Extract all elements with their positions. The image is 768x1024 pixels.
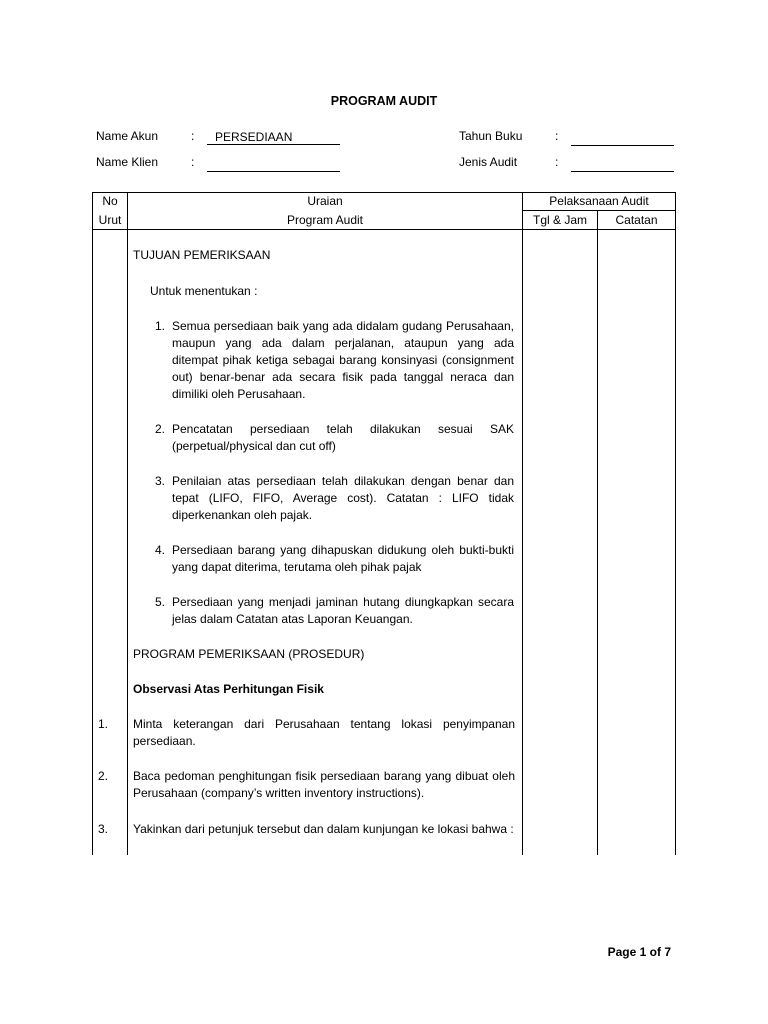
- table-left-border: [92, 192, 93, 855]
- name-klien-value: [207, 157, 215, 171]
- col-program-audit-header: Program Audit: [286, 213, 364, 227]
- objective-number: 5.: [155, 595, 166, 609]
- header-bottom-border: [92, 229, 676, 230]
- objective-text: Persediaan barang yang dihapuskan didukung oleh bukti-bukti yang dapat diterima, terutama oleh pihak pajak: [172, 543, 514, 574]
- tahun-buku-colon: :: [555, 129, 559, 143]
- pelaksanaan-divider: [522, 210, 676, 211]
- procedure-text: Baca pedoman penghitungan fisik persediaan barang yang dibuat oleh Perusahaan (company’s written inventory instructions).: [133, 769, 515, 800]
- no-col-divider: [127, 192, 128, 855]
- col-uraian-header: Uraian: [307, 194, 343, 208]
- procedure-number: 3.: [98, 822, 109, 836]
- of-label: of: [649, 945, 661, 959]
- objective-number: 2.: [155, 422, 166, 436]
- procedure-number: 1.: [98, 717, 109, 731]
- procedure-number: 2.: [98, 769, 109, 783]
- table-top-border: [92, 192, 676, 193]
- col-urut-header: Urut: [98, 213, 122, 227]
- uraian-col-divider: [522, 192, 523, 855]
- objective-text: Semua persediaan baik yang ada didalam gudang Perusahaan, maupun yang ada dalam perjalanan, ataupun yang ada ditempat pihak ketiga sebagai barang konsinyasi (consignment out) benar-benar ada secara fisik pada tanggal neraca dan dimiliki oleh Perusahaan.: [172, 319, 514, 401]
- tahun-buku-value: [571, 131, 579, 145]
- page-footer: [608, 945, 671, 959]
- col-tgl-jam-header: Tgl & Jam: [532, 213, 587, 227]
- col-pelaksanaan-header: Pelaksanaan Audit: [549, 194, 649, 208]
- col-no-header: No: [102, 194, 118, 208]
- table-right-border: [675, 192, 676, 855]
- tujuan-heading: TUJUAN PEMERIKSAAN: [133, 248, 271, 262]
- name-akun-value: PERSEDIAAN: [215, 130, 293, 144]
- page-total: 7: [664, 945, 671, 959]
- procedure-text: Yakinkan dari petunjuk tersebut dan dalam kunjungan ke lokasi bahwa :: [133, 822, 514, 836]
- tahun-buku-label: Tahun Buku: [459, 129, 523, 143]
- name-akun-field: [207, 130, 340, 145]
- jenis-audit-colon: :: [555, 155, 559, 169]
- tahun-buku-field: [571, 131, 674, 146]
- name-klien-label: Name Klien: [96, 155, 159, 169]
- observasi-heading: Observasi Atas Perhitungan Fisik: [133, 682, 324, 696]
- page-label: Page: [607, 945, 637, 959]
- name-klien-colon: :: [191, 155, 195, 169]
- col-catatan-header: Catatan: [615, 213, 658, 227]
- objective-text: Penilaian atas persediaan telah dilakukan dengan benar dan tepat (LIFO, FIFO, Average cost). Catatan : LIFO tidak diperkenankan oleh pajak.: [172, 474, 514, 522]
- name-klien-field: [207, 157, 340, 172]
- objective-number: 3.: [155, 474, 166, 488]
- procedure-text: Minta keterangan dari Perusahaan tentang lokasi penyimpanan persediaan.: [133, 717, 515, 748]
- tgl-col-divider: [597, 210, 598, 855]
- objective-number: 1.: [155, 319, 166, 333]
- objective-text: Persediaan yang menjadi jaminan hutang diungkapkan secara jelas dalam Catatan atas Laporan Keuangan.: [172, 595, 514, 626]
- name-akun-colon: :: [191, 129, 195, 143]
- page-title: PROGRAM AUDIT: [330, 94, 438, 108]
- program-heading: PROGRAM PEMERIKSAAN (PROSEDUR): [133, 647, 365, 661]
- untuk-menentukan: Untuk menentukan :: [150, 284, 258, 298]
- objective-text: Pencatatan persediaan telah dilakukan sesuai SAK (perpetual/physical dan cut off): [172, 422, 514, 453]
- objective-number: 4.: [155, 543, 166, 557]
- jenis-audit-field: [571, 157, 674, 172]
- page-current: 1: [639, 945, 647, 959]
- jenis-audit-label: Jenis Audit: [459, 155, 518, 169]
- jenis-audit-value: [571, 157, 579, 171]
- name-akun-label: Name Akun: [96, 129, 159, 143]
